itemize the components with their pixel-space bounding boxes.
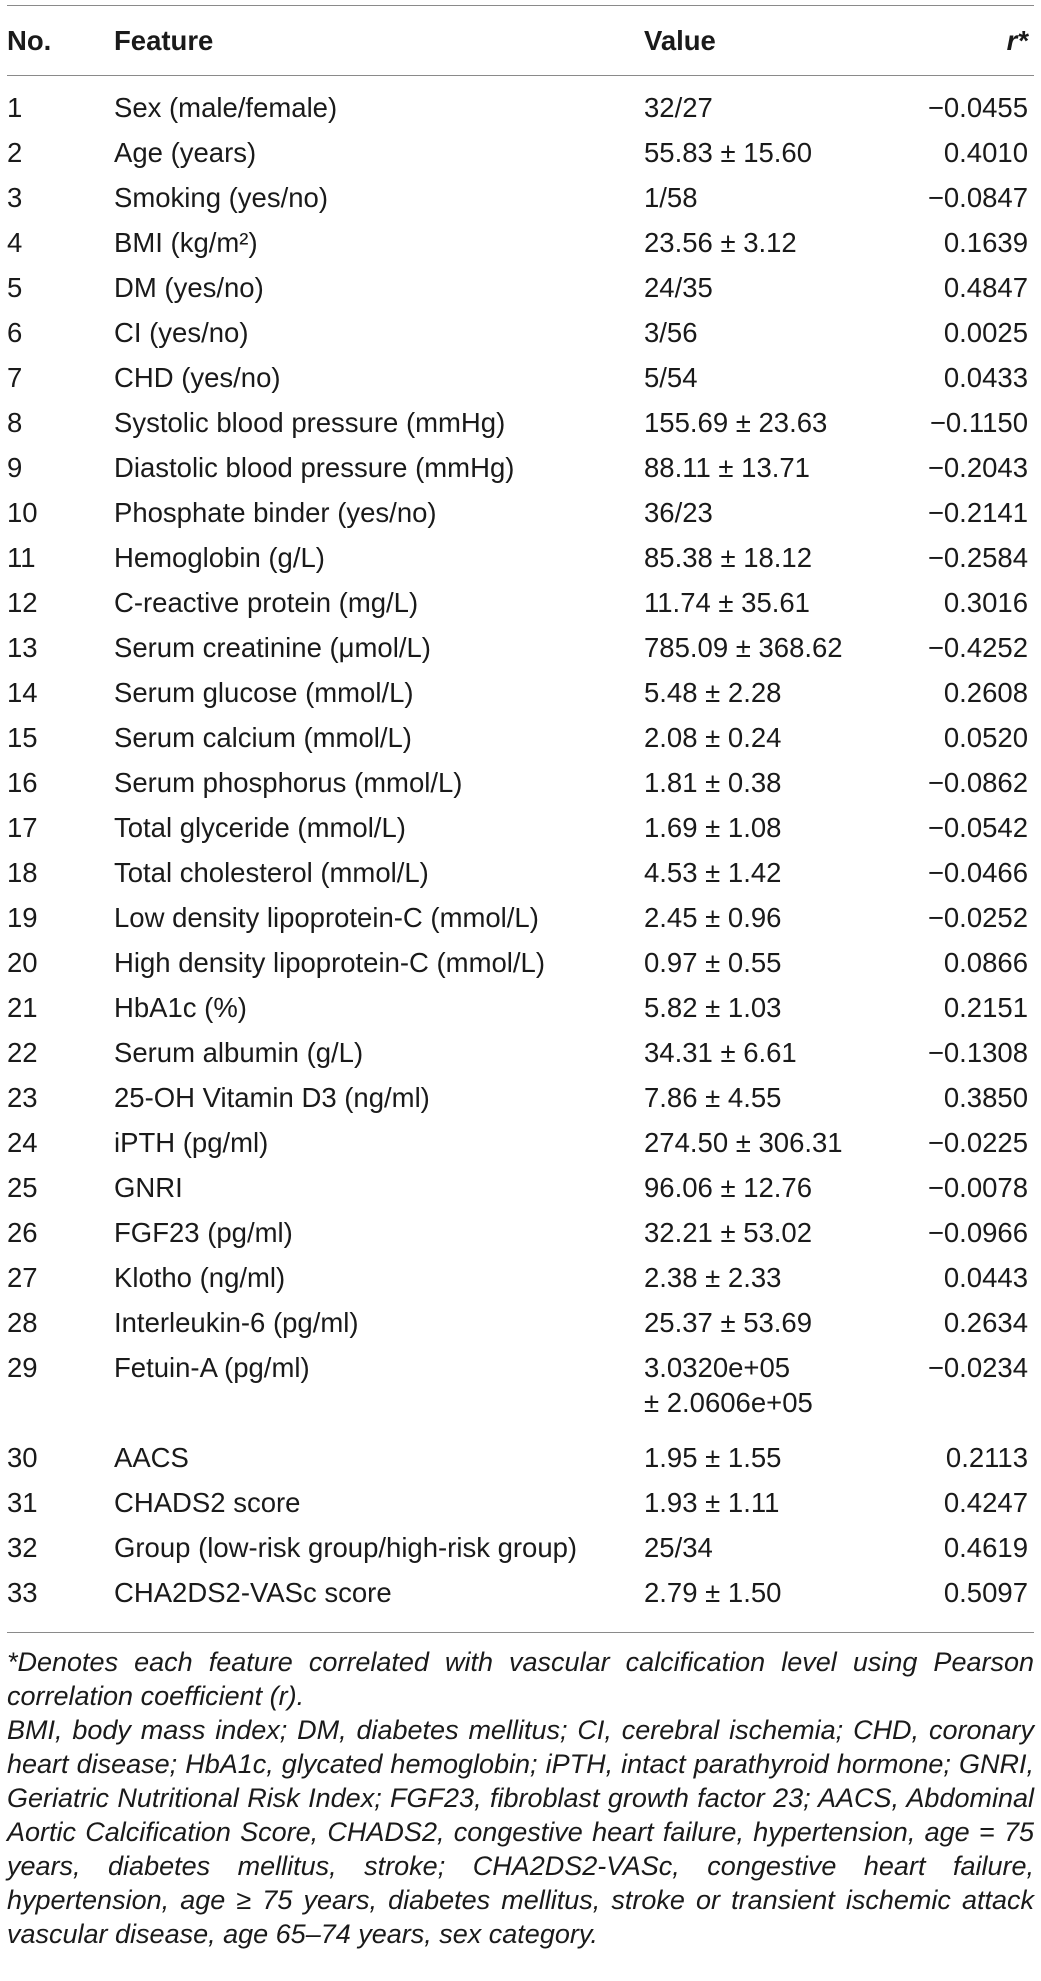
table-row bbox=[7, 945, 1034, 990]
cell-feature: Total glyceride (mmol/L) bbox=[114, 812, 406, 843]
header-feature: Feature bbox=[114, 25, 214, 56]
cell-feature: BMI (kg/m²) bbox=[114, 227, 258, 258]
cell-no: 31 bbox=[7, 1487, 38, 1518]
cell-r: 0.0443 bbox=[943, 1262, 1028, 1293]
table-row bbox=[7, 630, 1034, 675]
cell-value: 785.09 ± 368.62 bbox=[644, 632, 843, 663]
cell-r: −0.0225 bbox=[927, 1127, 1028, 1158]
table-row bbox=[7, 1260, 1034, 1305]
cell-feature: Group (low-risk group/high-risk group) bbox=[114, 1532, 578, 1563]
cell-value-line1: 3.0320e+05 bbox=[644, 1352, 791, 1383]
cell-feature: FGF23 (pg/ml) bbox=[114, 1217, 293, 1248]
cell-no: 30 bbox=[7, 1442, 38, 1473]
table-row bbox=[7, 1485, 1034, 1530]
cell-r: 0.0433 bbox=[943, 362, 1028, 393]
cell-r: −0.1308 bbox=[927, 1037, 1028, 1068]
cell-no: 7 bbox=[7, 362, 23, 393]
table-row bbox=[7, 135, 1034, 180]
cell-feature: High density lipoprotein-C (mmol/L) bbox=[114, 947, 545, 978]
cell-no: 28 bbox=[7, 1307, 38, 1338]
cell-feature: Systolic blood pressure (mmHg) bbox=[114, 407, 506, 438]
cell-value: 3/56 bbox=[644, 317, 698, 348]
cell-feature: Phosphate binder (yes/no) bbox=[114, 497, 437, 528]
cell-feature: Age (years) bbox=[114, 137, 257, 168]
cell-value: 55.83 ± 15.60 bbox=[644, 137, 813, 168]
cell-feature: Total cholesterol (mmol/L) bbox=[114, 857, 429, 888]
table-row bbox=[7, 1575, 1034, 1633]
table-row bbox=[7, 1215, 1034, 1260]
cell-r: −0.0078 bbox=[927, 1172, 1028, 1203]
cell-feature: C-reactive protein (mg/L) bbox=[114, 587, 419, 618]
table-row bbox=[7, 720, 1034, 765]
cell-r: −0.0455 bbox=[927, 92, 1028, 123]
cell-value: 88.11 ± 13.71 bbox=[644, 452, 810, 483]
cell-no: 21 bbox=[7, 992, 38, 1023]
cell-value: 5.82 ± 1.03 bbox=[644, 992, 782, 1023]
cell-value: 2.08 ± 0.24 bbox=[644, 722, 782, 753]
cell-r: −0.0847 bbox=[927, 182, 1028, 213]
cell-r: 0.4247 bbox=[943, 1487, 1028, 1518]
table-row bbox=[7, 585, 1034, 630]
cell-no: 29 bbox=[7, 1352, 38, 1383]
header-no: No. bbox=[7, 25, 52, 56]
table-row bbox=[7, 270, 1034, 315]
cell-no: 9 bbox=[7, 452, 23, 483]
table-row bbox=[7, 76, 1034, 136]
table-row bbox=[7, 855, 1034, 900]
header-row bbox=[7, 6, 1034, 76]
footnote-abbreviations: BMI, body mass index; DM, diabetes mellitus; CI, cerebral ischemia; CHD, coronary heart disease; HbA1c, glycated hemoglobin; iPTH, intact parathyroid hormone; GNRI, Geriatric Nutritional Risk Index; FGF23, fibroblast growth factor 23; AACS, Abdominal Aortic Calcification Score, CHADS2, congestive heart failure, hypertension, age = 75 years, diabetes mellitus, stroke; CHA2DS2-VASc, congestive heart failure, hypertension, age ≥ 75 years, diabetes mellitus, stroke or transient ischemic attack vascular disease, age 65–74 years, sex category. bbox=[7, 1715, 1034, 1949]
cell-no: 1 bbox=[7, 92, 23, 123]
cell-r: −0.2141 bbox=[927, 497, 1028, 528]
cell-value: 23.56 ± 3.12 bbox=[644, 227, 797, 258]
cell-r: 0.2151 bbox=[943, 992, 1028, 1023]
table-row bbox=[7, 765, 1034, 810]
cell-r: 0.5097 bbox=[943, 1577, 1028, 1608]
cell-no: 18 bbox=[7, 857, 38, 888]
cell-value: 7.86 ± 4.55 bbox=[644, 1082, 782, 1113]
cell-r: 0.0520 bbox=[943, 722, 1028, 753]
cell-no: 12 bbox=[7, 587, 38, 618]
table-row bbox=[7, 315, 1034, 360]
cell-feature: Hemoglobin (g/L) bbox=[114, 542, 325, 573]
cell-feature: iPTH (pg/ml) bbox=[114, 1127, 269, 1158]
table-row bbox=[7, 1080, 1034, 1125]
cell-no: 13 bbox=[7, 632, 38, 663]
cell-r: 0.3850 bbox=[943, 1082, 1028, 1113]
cell-feature: GNRI bbox=[114, 1172, 183, 1203]
cell-no: 33 bbox=[7, 1577, 38, 1608]
cell-value: 1.93 ± 1.11 bbox=[644, 1487, 780, 1518]
table-row bbox=[7, 1125, 1034, 1170]
cell-no: 17 bbox=[7, 812, 38, 843]
cell-r: 0.0025 bbox=[943, 317, 1028, 348]
features-table bbox=[7, 5, 1034, 1633]
cell-r: 0.4847 bbox=[943, 272, 1028, 303]
cell-r: −0.0966 bbox=[927, 1217, 1028, 1248]
cell-no: 23 bbox=[7, 1082, 38, 1113]
cell-no: 6 bbox=[7, 317, 23, 348]
cell-r: 0.2608 bbox=[943, 677, 1028, 708]
header-r: r* bbox=[1006, 25, 1028, 56]
cell-no: 11 bbox=[7, 542, 36, 573]
cell-r: −0.1150 bbox=[929, 407, 1028, 438]
table-row bbox=[7, 1035, 1034, 1080]
table-row bbox=[7, 180, 1034, 225]
cell-r: −0.0466 bbox=[927, 857, 1028, 888]
header-value: Value bbox=[644, 25, 716, 56]
cell-value: 1.95 ± 1.55 bbox=[644, 1442, 782, 1473]
cell-no: 8 bbox=[7, 407, 23, 438]
cell-r: −0.2584 bbox=[927, 542, 1028, 573]
cell-value: 11.74 ± 35.61 bbox=[644, 587, 810, 618]
table-row bbox=[7, 450, 1034, 495]
cell-r: 0.2634 bbox=[943, 1307, 1028, 1338]
cell-feature: Serum glucose (mmol/L) bbox=[114, 677, 414, 708]
cell-feature: Interleukin-6 (pg/ml) bbox=[114, 1307, 359, 1338]
cell-no: 16 bbox=[7, 767, 38, 798]
cell-feature: Klotho (ng/ml) bbox=[114, 1262, 286, 1293]
table-header bbox=[7, 6, 1034, 76]
cell-feature: Smoking (yes/no) bbox=[114, 182, 328, 213]
cell-value: 1.69 ± 1.08 bbox=[644, 812, 782, 843]
cell-r: 0.1639 bbox=[943, 227, 1028, 258]
cell-r: 0.4619 bbox=[943, 1532, 1028, 1563]
cell-value-line2: ± 2.0606e+05 bbox=[644, 1387, 813, 1418]
cell-feature: HbA1c (%) bbox=[114, 992, 247, 1023]
cell-feature: Serum phosphorus (mmol/L) bbox=[114, 767, 463, 798]
cell-no: 25 bbox=[7, 1172, 38, 1203]
cell-value: 5/54 bbox=[644, 362, 698, 393]
table-row bbox=[7, 810, 1034, 855]
cell-value: 25.37 ± 53.69 bbox=[644, 1307, 813, 1338]
table-row bbox=[7, 900, 1034, 945]
cell-r: −0.0542 bbox=[927, 812, 1028, 843]
table-row bbox=[7, 1440, 1034, 1485]
cell-feature: AACS bbox=[114, 1442, 189, 1473]
table-row bbox=[7, 540, 1034, 585]
cell-r: −0.2043 bbox=[927, 452, 1028, 483]
table-row bbox=[7, 1350, 1034, 1440]
table-row bbox=[7, 495, 1034, 540]
cell-feature: CHA2DS2-VASc score bbox=[114, 1577, 392, 1608]
cell-no: 3 bbox=[7, 182, 23, 213]
cell-no: 15 bbox=[7, 722, 38, 753]
cell-value: 2.79 ± 1.50 bbox=[644, 1577, 782, 1608]
cell-value: 1/58 bbox=[644, 182, 698, 213]
cell-r: −0.0234 bbox=[927, 1352, 1028, 1383]
cell-feature: CHADS2 score bbox=[114, 1487, 301, 1518]
table-row bbox=[7, 360, 1034, 405]
cell-feature: Sex (male/female) bbox=[114, 92, 338, 123]
cell-r: 0.0866 bbox=[943, 947, 1028, 978]
table-footnotes bbox=[7, 1645, 1034, 1951]
cell-value: 96.06 ± 12.76 bbox=[644, 1172, 813, 1203]
cell-feature: Low density lipoprotein-C (mmol/L) bbox=[114, 902, 539, 933]
cell-value: 155.69 ± 23.63 bbox=[644, 407, 828, 438]
cell-feature: CI (yes/no) bbox=[114, 317, 249, 348]
cell-feature: Serum albumin (g/L) bbox=[114, 1037, 364, 1068]
cell-r: −0.4252 bbox=[927, 632, 1028, 663]
cell-feature: CHD (yes/no) bbox=[114, 362, 281, 393]
cell-value: 274.50 ± 306.31 bbox=[644, 1127, 843, 1158]
cell-value: 2.45 ± 0.96 bbox=[644, 902, 782, 933]
cell-value: 32.21 ± 53.02 bbox=[644, 1217, 813, 1248]
cell-no: 14 bbox=[7, 677, 38, 708]
table-row bbox=[7, 990, 1034, 1035]
cell-value: 25/34 bbox=[644, 1532, 713, 1563]
cell-value bbox=[644, 1350, 914, 1440]
cell-no: 19 bbox=[7, 902, 38, 933]
cell-no: 10 bbox=[7, 497, 38, 528]
table-row bbox=[7, 675, 1034, 720]
cell-feature: Serum creatinine (μmol/L) bbox=[114, 632, 431, 663]
cell-feature: Fetuin-A (pg/ml) bbox=[114, 1352, 310, 1383]
cell-value: 1.81 ± 0.38 bbox=[644, 767, 782, 798]
table-row bbox=[7, 1305, 1034, 1350]
cell-r: 0.2113 bbox=[945, 1442, 1028, 1473]
cell-no: 2 bbox=[7, 137, 23, 168]
cell-no: 27 bbox=[7, 1262, 38, 1293]
cell-value: 2.38 ± 2.33 bbox=[644, 1262, 782, 1293]
cell-value: 0.97 ± 0.55 bbox=[644, 947, 782, 978]
cell-feature: Diastolic blood pressure (mmHg) bbox=[114, 452, 515, 483]
cell-no: 4 bbox=[7, 227, 23, 258]
cell-r: 0.4010 bbox=[943, 137, 1028, 168]
cell-value: 24/35 bbox=[644, 272, 713, 303]
table-body bbox=[7, 76, 1034, 1633]
table-row bbox=[7, 225, 1034, 270]
cell-no: 22 bbox=[7, 1037, 38, 1068]
footnote-asterisk: *Denotes each feature correlated with vascular calcification level using Pearson correlation coefficient (r). bbox=[7, 1647, 1034, 1711]
cell-value: 34.31 ± 6.61 bbox=[644, 1037, 797, 1068]
table-row bbox=[7, 1530, 1034, 1575]
cell-no: 24 bbox=[7, 1127, 38, 1158]
cell-r: −0.0252 bbox=[927, 902, 1028, 933]
cell-r: 0.3016 bbox=[943, 587, 1028, 618]
cell-no: 26 bbox=[7, 1217, 38, 1248]
cell-value: 32/27 bbox=[644, 92, 713, 123]
cell-no: 32 bbox=[7, 1532, 38, 1563]
cell-value: 5.48 ± 2.28 bbox=[644, 677, 782, 708]
table-row bbox=[7, 1170, 1034, 1215]
cell-feature: Serum calcium (mmol/L) bbox=[114, 722, 412, 753]
cell-feature: 25-OH Vitamin D3 (ng/ml) bbox=[114, 1082, 430, 1113]
table-row bbox=[7, 405, 1034, 450]
cell-r: −0.0862 bbox=[927, 767, 1028, 798]
cell-no: 20 bbox=[7, 947, 38, 978]
cell-value: 85.38 ± 18.12 bbox=[644, 542, 813, 573]
cell-no: 5 bbox=[7, 272, 23, 303]
cell-value: 4.53 ± 1.42 bbox=[644, 857, 782, 888]
cell-feature: DM (yes/no) bbox=[114, 272, 264, 303]
cell-value: 36/23 bbox=[644, 497, 713, 528]
